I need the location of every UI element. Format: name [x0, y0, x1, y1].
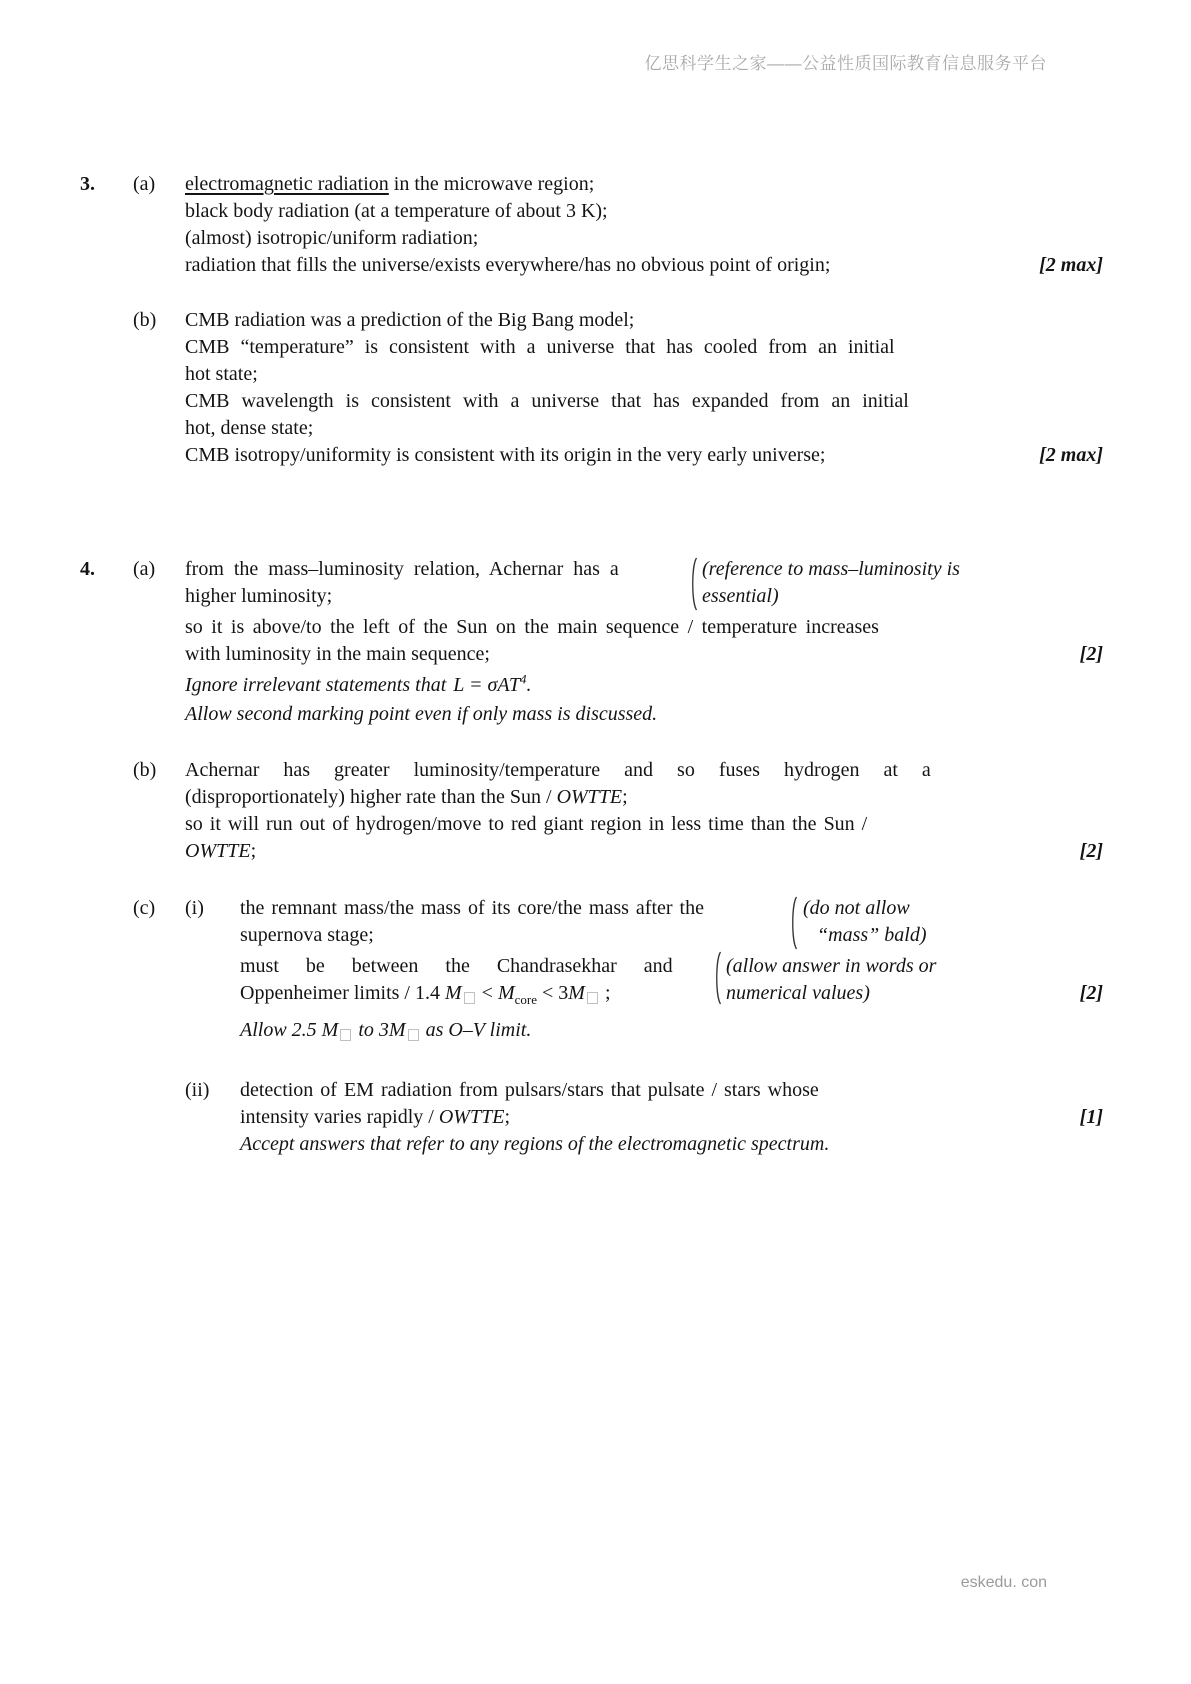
answer-text: so it will run out of hydrogen/move to red giant region in less time than the Sun /: [185, 813, 868, 835]
answer-text: Oppenheimer limits / 1.4: [240, 982, 440, 1004]
answer-text: ;: [250, 840, 257, 862]
missing-sun-symbol-box: [464, 992, 475, 1004]
answer-text: ;: [504, 1106, 510, 1128]
mass-symbol: 3M: [378, 1019, 406, 1041]
marks-badge: [2 max]: [1039, 254, 1103, 276]
answer-line: [240, 980, 1103, 1007]
mass-symbol: M: [321, 1019, 339, 1041]
answer-text: CMB “temperature” is consistent with a universe that has cooled from an initial: [185, 336, 895, 358]
answer-line: [185, 757, 1000, 784]
answer-text: hot state;: [185, 363, 258, 385]
answer-text: detection of EM radiation from pulsars/stars that pulsate / stars whose: [240, 1079, 819, 1101]
marks-badge: [2]: [1079, 643, 1103, 665]
marks-badge: [2]: [1079, 982, 1103, 1004]
answer-block: [185, 307, 1103, 469]
note-bracket-icon: [788, 896, 798, 950]
note-text: (allow answer in words or: [726, 955, 937, 977]
answer-text: black body radiation (at a temperature of about 3 K);: [185, 200, 608, 222]
answer-block: [185, 1077, 1103, 1158]
guidance-text: Allow second marking point even if only mass is discussed.: [185, 703, 658, 725]
marks-badge: [2]: [1079, 840, 1103, 862]
question-4-part-b: [133, 757, 1103, 865]
underlined-term: electromagnetic radiation: [185, 173, 389, 195]
subpart-block: [240, 1077, 1103, 1158]
subpart-label: (ii): [185, 1079, 210, 1101]
part-label: (c): [133, 897, 156, 919]
answer-text: ;: [622, 786, 628, 808]
answer-line: [185, 784, 1000, 811]
answer-line: [185, 334, 1000, 361]
answer-line: [185, 225, 1000, 252]
guidance-line: [240, 1017, 1000, 1044]
answer-line: [185, 415, 1000, 442]
note-text: essential): [702, 585, 779, 607]
part-label: (a): [133, 558, 156, 580]
guidance-text: Allow 2.5: [240, 1019, 317, 1041]
guidance-text: as O–V limit.: [425, 1019, 532, 1041]
examiner-note: [803, 895, 926, 949]
owtte-abbrev: OWTTE: [185, 840, 251, 862]
formula-superscript: 4: [519, 671, 527, 687]
answer-line: [240, 1077, 1000, 1104]
answer-text: the remnant mass/the mass of its core/the mass after the: [240, 897, 704, 919]
answer-line: [185, 361, 1000, 388]
answer-text: radiation that fills the universe/exists everywhere/has no obvious point of origin;: [185, 254, 831, 276]
formula-end: .: [526, 674, 532, 696]
question-4-part-c-ii: [133, 1077, 1103, 1158]
note-text: (reference to mass–luminosity is: [702, 558, 960, 580]
note-bracket-icon: [688, 557, 698, 611]
answer-line: [185, 614, 1000, 641]
question-3-part-a: [133, 171, 1103, 279]
answer-line: [185, 388, 1000, 415]
note-text: “mass” bald): [817, 924, 927, 946]
subscript-core: core: [514, 992, 537, 1007]
marks-badge: [1]: [1079, 1106, 1103, 1128]
answer-text: with luminosity in the main sequence;: [185, 643, 490, 665]
subpart-block: [240, 895, 1103, 1044]
answer-line: [185, 641, 1103, 668]
answer-line: [185, 838, 1103, 865]
answer-line: [185, 198, 1000, 225]
answer-block: [185, 895, 1103, 1044]
footer-watermark: eskedu. con: [960, 1574, 1047, 1591]
guidance-line: [185, 672, 1000, 699]
site-header-watermark: 亿思科学生之家——公益性质国际教育信息服务平台: [644, 54, 1047, 73]
guidance-text: to: [358, 1019, 374, 1041]
note-text: numerical values): [726, 982, 870, 1004]
question-number: 3.: [80, 173, 95, 195]
answer-text: <: [481, 982, 493, 1004]
answer-text: in the microwave region;: [388, 173, 595, 195]
part-label: (b): [133, 309, 157, 331]
mass-symbol: M: [568, 982, 585, 1004]
missing-sun-symbol-box: [408, 1029, 419, 1041]
part-label: (a): [133, 173, 156, 195]
marks-badge: [2 max]: [1039, 444, 1103, 466]
question-3-part-b: [133, 307, 1103, 469]
answer-line: [185, 171, 1000, 198]
answer-block: [185, 757, 1103, 865]
answer-text: from the mass–luminosity relation, Achernar has a: [185, 558, 619, 580]
formula: L = σAT: [453, 674, 520, 696]
examiner-note: [702, 556, 960, 610]
answer-text: so it is above/to the left of the Sun on the main sequence / temperature increases: [185, 616, 879, 638]
answer-block: [185, 556, 1103, 728]
mass-symbol: M: [497, 982, 515, 1004]
answer-line: [185, 252, 1103, 279]
missing-sun-symbol-box: [340, 1029, 351, 1041]
answer-line: [185, 811, 1000, 838]
question-number: 4.: [80, 558, 95, 580]
guidance-line: [185, 701, 1000, 728]
answer-text: < 3: [541, 982, 569, 1004]
answer-text: supernova stage;: [240, 924, 374, 946]
missing-sun-symbol-box: [587, 992, 598, 1004]
answer-text: hot, dense state;: [185, 417, 314, 439]
answer-text: higher luminosity;: [185, 585, 333, 607]
note-text: (do not allow: [803, 897, 910, 919]
answer-line: [185, 307, 1000, 334]
answer-block: [185, 171, 1103, 279]
answer-line: [240, 1104, 1103, 1131]
answer-text: must be between the Chandrasekhar and: [240, 955, 673, 977]
guidance-line: [240, 1131, 1000, 1158]
question-4-part-c: [133, 895, 1103, 1044]
answer-text: CMB isotropy/uniformity is consistent with its origin in the very early universe;: [185, 444, 826, 466]
part-label: (b): [133, 759, 157, 781]
owtte-abbrev: OWTTE: [556, 786, 623, 808]
answer-text: CMB radiation was a prediction of the Big Bang model;: [185, 309, 635, 331]
answer-line: [185, 442, 1103, 469]
answer-text: (disproportionately) higher rate than the Sun /: [185, 786, 557, 808]
answer-text: intensity varies rapidly /: [240, 1106, 439, 1128]
answer-text: ;: [604, 982, 611, 1004]
question-4-part-a: [133, 556, 1103, 728]
owtte-abbrev: OWTTE: [438, 1106, 505, 1128]
mass-symbol: M: [444, 982, 462, 1004]
answer-text: (almost) isotropic/uniform radiation;: [185, 227, 479, 249]
subpart-label: (i): [185, 897, 204, 919]
answer-text: CMB wavelength is consistent with a universe that has expanded from an initial: [185, 390, 909, 412]
guidance-text: Ignore irrelevant statements that: [185, 674, 447, 696]
guidance-text: Accept answers that refer to any regions of the electromagnetic spectrum.: [240, 1133, 830, 1155]
answer-text: Achernar has greater luminosity/temperature and so fuses hydrogen at a: [185, 759, 931, 781]
